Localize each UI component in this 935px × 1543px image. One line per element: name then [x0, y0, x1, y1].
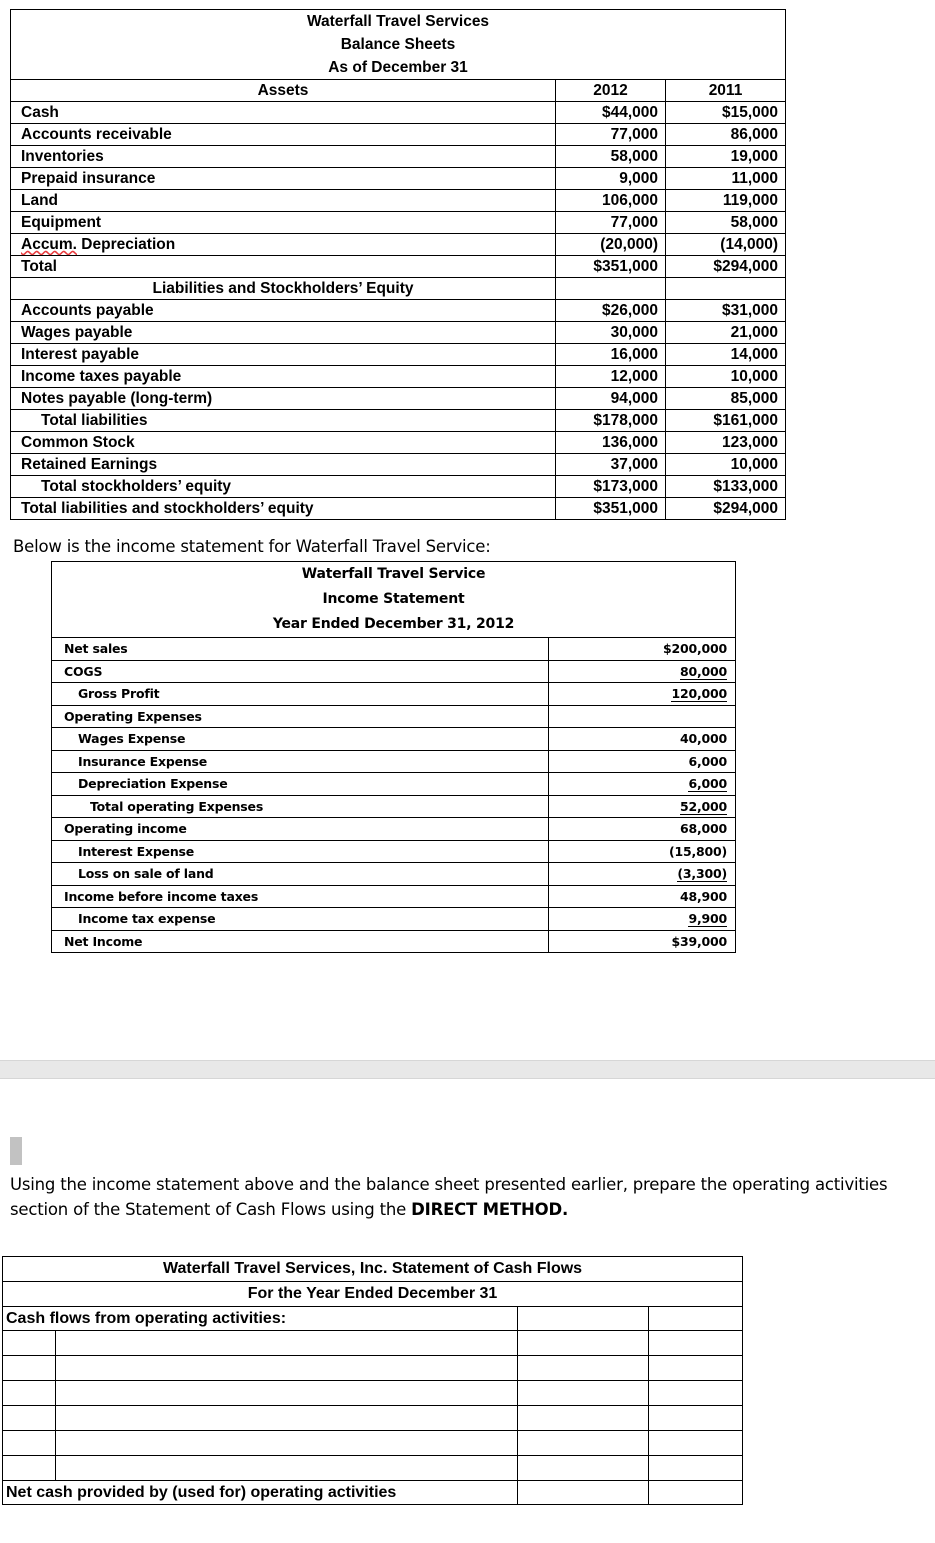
income-statement-title-line-2: Income Statement — [52, 587, 736, 612]
cash-flow-title-row — [3, 1282, 743, 1307]
row-value-2012: 106,000 — [556, 190, 666, 212]
row-label: Total liabilities and stockholders’ equity — [11, 498, 556, 520]
table-row — [11, 344, 786, 366]
row-amount: $200,000 — [549, 638, 736, 661]
row-amount: 48,900 — [549, 885, 736, 908]
row-value-2011: (14,000) — [666, 234, 786, 256]
cash-flow-amount-cell[interactable] — [518, 1331, 649, 1356]
row-value-2011: 86,000 — [666, 124, 786, 146]
page-separator-band — [0, 1060, 935, 1079]
row-label: Accounts receivable — [11, 124, 556, 146]
table-row-net-sales — [52, 638, 736, 661]
balance-sheet-title-row — [11, 10, 786, 34]
cash-flow-indent-cell[interactable] — [3, 1406, 56, 1431]
row-value-2011: 123,000 — [666, 432, 786, 454]
balance-sheet-body — [11, 10, 786, 520]
table-row-cogs — [52, 660, 736, 683]
row-label: Inventories — [11, 146, 556, 168]
row-label: Common Stock — [11, 432, 556, 454]
row-amount-text: 52,000 — [679, 798, 727, 814]
balance-sheet-title-line-2: Balance Sheets — [11, 33, 786, 56]
cash-flow-indent-cell[interactable] — [3, 1356, 56, 1381]
cash-flow-worksheet-table[interactable] — [2, 1256, 743, 1505]
row-amount — [549, 908, 736, 931]
cash-flow-amount-cell[interactable] — [518, 1307, 649, 1331]
cash-flow-blank-row[interactable] — [3, 1456, 743, 1481]
row-value-2012: 58,000 — [556, 146, 666, 168]
spellcheck-word: Accum. — [21, 236, 77, 253]
table-row-total-liabilities — [11, 410, 786, 432]
income-statement-title-line-1: Waterfall Travel Service — [52, 562, 736, 588]
row-value-2011: 10,000 — [666, 454, 786, 476]
table-row-total-equity — [11, 476, 786, 498]
balance-sheet-title-line-3: As of December 31 — [11, 56, 786, 80]
row-value-2012: 37,000 — [556, 454, 666, 476]
table-row — [11, 190, 786, 212]
cash-flow-total-row — [3, 1481, 743, 1505]
cash-flow-total-cell[interactable] — [649, 1307, 743, 1331]
cash-flow-total-label: Net cash provided by (used for) operating activities — [3, 1481, 518, 1505]
table-row-interest-expense — [52, 840, 736, 863]
table-row — [11, 300, 786, 322]
cash-flow-amount-cell[interactable] — [518, 1356, 649, 1381]
row-label: Total operating Expenses — [52, 795, 549, 818]
table-row-operating-expenses-header — [52, 705, 736, 728]
cash-flow-indent-cell[interactable] — [3, 1381, 56, 1406]
cash-flow-total-cell[interactable] — [649, 1406, 743, 1431]
row-label: Income tax expense — [52, 908, 549, 931]
cash-flow-title-line-2: For the Year Ended December 31 — [3, 1282, 743, 1307]
table-row — [11, 146, 786, 168]
row-label: Total — [11, 256, 556, 278]
row-amount — [549, 705, 736, 728]
empty-cell-2012 — [556, 278, 666, 300]
table-row-net-income — [52, 930, 736, 953]
income-statement-title-row — [52, 612, 736, 638]
cash-flow-label-cell[interactable] — [56, 1331, 518, 1356]
row-label: Interest payable — [11, 344, 556, 366]
row-amount-text: 120,000 — [671, 686, 727, 701]
row-label: Gross Profit — [52, 683, 549, 706]
cash-flow-label-cell[interactable] — [56, 1456, 518, 1481]
row-value-2011: 10,000 — [666, 366, 786, 388]
row-label: Cash — [11, 102, 556, 124]
row-amount — [549, 773, 736, 796]
row-label-rest: Depreciation — [77, 236, 176, 253]
cash-flow-blank-row[interactable] — [3, 1331, 743, 1356]
row-amount: 6,000 — [549, 750, 736, 773]
cash-flow-total-cell[interactable] — [649, 1331, 743, 1356]
cash-flow-amount-cell[interactable] — [518, 1481, 649, 1505]
table-row-total-assets — [11, 256, 786, 278]
row-amount: (15,800) — [549, 840, 736, 863]
row-amount: 68,000 — [549, 818, 736, 841]
row-amount — [549, 683, 736, 706]
cash-flow-indent-cell[interactable] — [3, 1456, 56, 1481]
row-value-2011: 14,000 — [666, 344, 786, 366]
cash-flow-amount-cell[interactable] — [518, 1381, 649, 1406]
balance-sheet-title-row — [11, 56, 786, 80]
table-row — [11, 454, 786, 476]
row-value-2011: 19,000 — [666, 146, 786, 168]
row-value-2012: 30,000 — [556, 322, 666, 344]
cash-flow-indent-cell[interactable] — [3, 1431, 56, 1456]
cash-flow-total-cell[interactable] — [649, 1456, 743, 1481]
row-amount — [549, 795, 736, 818]
liabilities-section-header: Liabilities and Stockholders’ Equity — [11, 278, 556, 300]
row-label: Wages Expense — [52, 728, 549, 751]
row-value-2012: 9,000 — [556, 168, 666, 190]
assets-column-header: Assets — [11, 80, 556, 102]
table-row-loss-on-sale-of-land — [52, 863, 736, 886]
table-row — [11, 102, 786, 124]
row-value-2011: $294,000 — [666, 498, 786, 520]
income-statement-title-row — [52, 587, 736, 612]
table-row — [11, 388, 786, 410]
row-amount-text: (3,300) — [677, 866, 727, 881]
row-value-2011: 119,000 — [666, 190, 786, 212]
row-label: Retained Earnings — [11, 454, 556, 476]
cash-flow-label-cell[interactable] — [56, 1381, 518, 1406]
row-label: Loss on sale of land — [52, 863, 549, 886]
balance-sheet-table — [10, 9, 786, 520]
row-label: Operating income — [52, 818, 549, 841]
row-label: COGS — [52, 660, 549, 683]
balance-sheet-title-row — [11, 33, 786, 56]
cash-flow-title-row — [3, 1257, 743, 1282]
table-row — [11, 322, 786, 344]
row-label: Operating Expenses — [52, 705, 549, 728]
table-row-income-tax-expense — [52, 908, 736, 931]
income-statement-intro-text: Below is the income statement for Waterfall Travel Service: — [13, 537, 491, 556]
row-value-2011: 11,000 — [666, 168, 786, 190]
row-label: Total liabilities — [11, 410, 556, 432]
row-label: Net Income — [52, 930, 549, 953]
row-value-2012: 136,000 — [556, 432, 666, 454]
income-statement-title-line-3: Year Ended December 31, 2012 — [52, 612, 736, 638]
liabilities-section-header-row — [11, 278, 786, 300]
table-row — [11, 168, 786, 190]
row-label: Wages payable — [11, 322, 556, 344]
row-label: Notes payable (long-term) — [11, 388, 556, 410]
row-label: Income before income taxes — [52, 885, 549, 908]
row-value-2011: $294,000 — [666, 256, 786, 278]
row-label: Total stockholders’ equity — [11, 476, 556, 498]
table-row — [11, 212, 786, 234]
row-value-2012: $26,000 — [556, 300, 666, 322]
cash-flow-blank-row[interactable] — [3, 1381, 743, 1406]
table-row-gross-profit — [52, 683, 736, 706]
row-label: Land — [11, 190, 556, 212]
row-value-2012: $173,000 — [556, 476, 666, 498]
row-value-2012: (20,000) — [556, 234, 666, 256]
question-prompt-emphasis: DIRECT METHOD. — [411, 1200, 569, 1219]
row-amount-text: 6,000 — [688, 776, 727, 791]
row-label-accum-depreciation — [11, 234, 556, 256]
cash-flow-title-line-1: Waterfall Travel Services, Inc. Statement of Cash Flows — [3, 1257, 743, 1282]
cash-flow-blank-row[interactable] — [3, 1356, 743, 1381]
question-prompt — [10, 1172, 890, 1222]
cash-flow-label-cell[interactable] — [56, 1356, 518, 1381]
table-row-income-before-taxes — [52, 885, 736, 908]
row-label: Interest Expense — [52, 840, 549, 863]
balance-sheet-header-row — [11, 80, 786, 102]
row-label: Equipment — [11, 212, 556, 234]
table-row-wages-expense — [52, 728, 736, 751]
table-row-depreciation-expense — [52, 773, 736, 796]
table-row-insurance-expense — [52, 750, 736, 773]
row-amount-text: 80,000 — [679, 663, 727, 679]
cash-flow-label-cell[interactable] — [56, 1431, 518, 1456]
cash-flow-total-cell[interactable] — [649, 1431, 743, 1456]
row-value-2011: 85,000 — [666, 388, 786, 410]
cash-flow-total-cell[interactable] — [649, 1481, 743, 1505]
cash-flow-total-cell[interactable] — [649, 1381, 743, 1406]
row-value-2012: 12,000 — [556, 366, 666, 388]
balance-sheet-title-line-1: Waterfall Travel Services — [11, 10, 786, 34]
table-row — [11, 366, 786, 388]
year-2012-header: 2012 — [556, 80, 666, 102]
cash-flow-indent-cell[interactable] — [3, 1331, 56, 1356]
cash-flow-amount-cell[interactable] — [518, 1406, 649, 1431]
table-row — [11, 432, 786, 454]
cash-flow-total-cell[interactable] — [649, 1356, 743, 1381]
row-value-2011: $15,000 — [666, 102, 786, 124]
cash-flow-label-cell[interactable] — [56, 1406, 518, 1431]
cash-flow-amount-cell[interactable] — [518, 1431, 649, 1456]
row-amount — [549, 660, 736, 683]
row-value-2012: $351,000 — [556, 498, 666, 520]
row-value-2011: $31,000 — [666, 300, 786, 322]
cash-flow-worksheet-body — [3, 1257, 743, 1505]
row-value-2012: $44,000 — [556, 102, 666, 124]
income-statement-title-row — [52, 562, 736, 588]
table-row-total-liabilities-and-equity — [11, 498, 786, 520]
row-value-2012: 16,000 — [556, 344, 666, 366]
row-label: Net sales — [52, 638, 549, 661]
row-label: Income taxes payable — [11, 366, 556, 388]
text-cursor-marker — [10, 1137, 22, 1165]
cash-flow-section-header-row — [3, 1307, 743, 1331]
empty-cell-2011 — [666, 278, 786, 300]
income-statement-body — [52, 562, 736, 953]
row-value-2011: $161,000 — [666, 410, 786, 432]
row-value-2012: $178,000 — [556, 410, 666, 432]
row-label: Insurance Expense — [52, 750, 549, 773]
row-label: Prepaid insurance — [11, 168, 556, 190]
cash-flow-amount-cell[interactable] — [518, 1456, 649, 1481]
row-value-2011: 58,000 — [666, 212, 786, 234]
question-prompt-text: Using the income statement above and the balance sheet presented earlier, prepare the operating activities section of the Statement of Cash Flows using the — [10, 1175, 888, 1219]
cash-flow-blank-row[interactable] — [3, 1431, 743, 1456]
table-row — [11, 124, 786, 146]
table-row-operating-income — [52, 818, 736, 841]
row-value-2012: 77,000 — [556, 212, 666, 234]
cash-flow-section-header: Cash flows from operating activities: — [3, 1307, 518, 1331]
row-value-2012: 77,000 — [556, 124, 666, 146]
income-statement-table — [51, 561, 736, 953]
row-value-2011: 21,000 — [666, 322, 786, 344]
row-label: Depreciation Expense — [52, 773, 549, 796]
row-amount — [549, 863, 736, 886]
row-label: Accounts payable — [11, 300, 556, 322]
row-amount: 40,000 — [549, 728, 736, 751]
row-amount-text: 9,900 — [688, 911, 727, 926]
row-value-2012: 94,000 — [556, 388, 666, 410]
row-value-2011: $133,000 — [666, 476, 786, 498]
table-row — [11, 234, 786, 256]
year-2011-header: 2011 — [666, 80, 786, 102]
cash-flow-blank-row[interactable] — [3, 1406, 743, 1431]
table-row-total-operating-expenses — [52, 795, 736, 818]
row-value-2012: $351,000 — [556, 256, 666, 278]
row-amount: $39,000 — [549, 930, 736, 953]
